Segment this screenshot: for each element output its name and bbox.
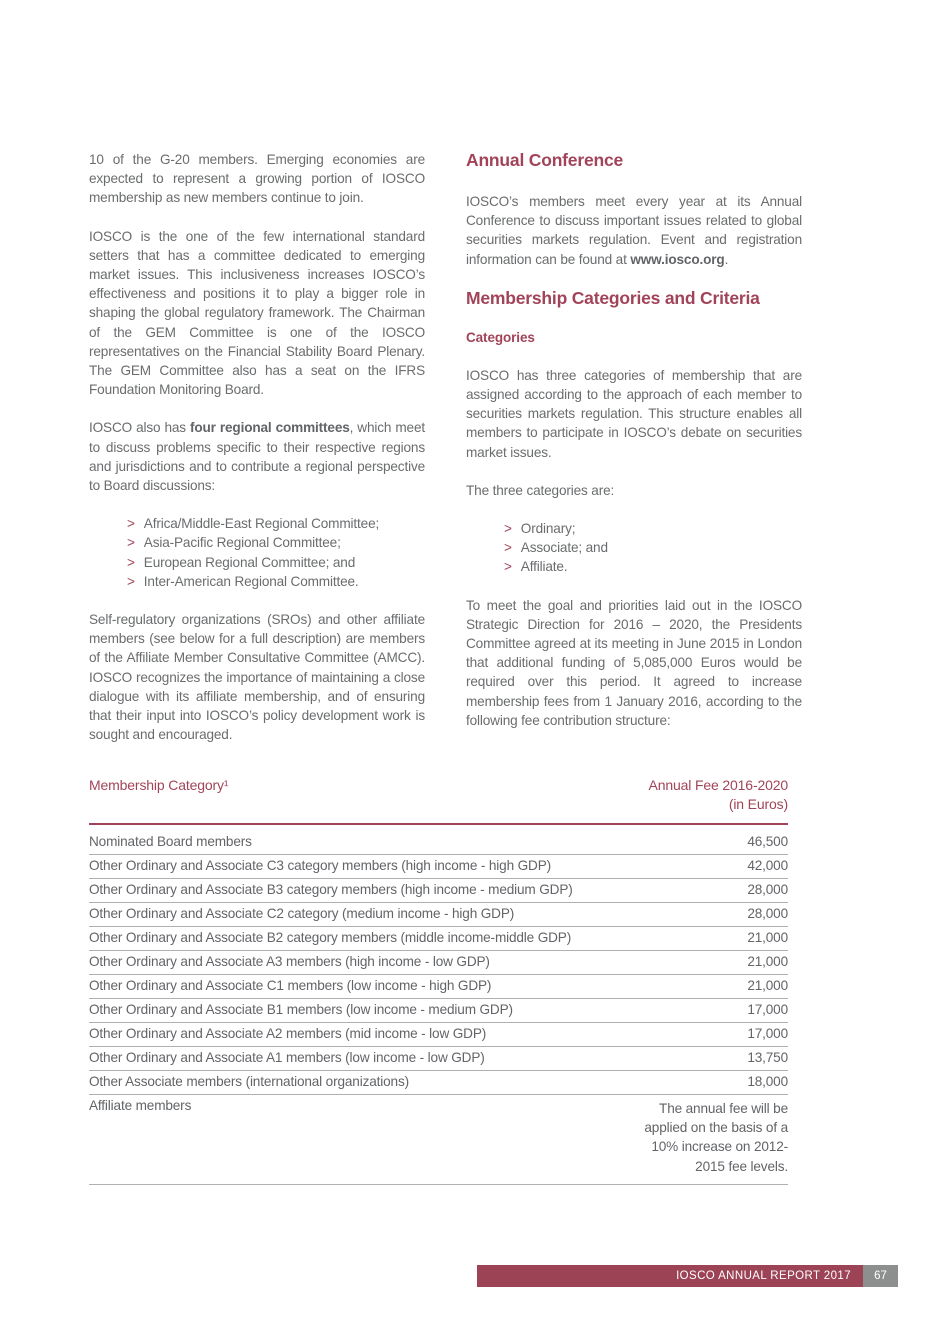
arrow-bullet-icon: > (127, 573, 135, 589)
membership-fee-table-section (89, 776, 788, 1185)
list-item-label: European Regional Committee; and (143, 554, 356, 570)
column-header-membership-category: Membership Category¹ (89, 776, 609, 824)
paragraph-regional-committees-post: , which meet to discuss problems specific to their respective regions and jurisdictions and to contribute a regional perspective to Board discussions: (89, 420, 425, 494)
category-cell: Other Ordinary and Associate C2 category (medium income - high GDP) (89, 903, 609, 927)
arrow-bullet-icon: > (127, 535, 135, 551)
fee-cell: 17,000 (609, 999, 788, 1023)
annual-conference-heading: Annual Conference (466, 150, 624, 170)
list-item-label: Asia-Pacific Regional Committee; (143, 535, 341, 551)
paragraph-annual-conference-pre: IOSCO’s members meet every year at its Annual Conference to discuss important issues related to global securities markets regulation. Event and registration information can be found at (466, 194, 802, 267)
list-item (127, 553, 425, 572)
fee-cell: 42,000 (609, 855, 788, 879)
fee-cell: 28,000 (609, 903, 788, 927)
category-cell: Other Ordinary and Associate C3 category members (high income - high GDP) (89, 855, 609, 879)
fee-cell: 21,000 (609, 927, 788, 951)
list-item-label: Associate; and (520, 540, 608, 556)
table-row (89, 1071, 788, 1095)
fee-cell: 13,750 (609, 1047, 788, 1071)
table-row (89, 1047, 788, 1071)
category-cell: Other Associate members (international organizations) (89, 1071, 609, 1095)
fee-cell: 21,000 (609, 951, 788, 975)
category-cell: Other Ordinary and Associate B1 members (low income - medium GDP) (89, 999, 609, 1023)
affiliate-fee-note: The annual fee will be applied on the basis of a 10% increase on 2012-2015 fee levels. (644, 1101, 788, 1174)
arrow-bullet-icon: > (127, 554, 135, 570)
table-row (89, 927, 788, 951)
table-row (89, 1023, 788, 1047)
list-item-label: Ordinary; (520, 521, 576, 537)
regional-committees-list (89, 514, 425, 591)
table-row (89, 999, 788, 1023)
annual-fee-header-line1: Annual Fee 2016-2020 (648, 777, 788, 793)
list-item-label: Inter-American Regional Committee. (143, 573, 359, 589)
page-footer-bar (477, 1265, 898, 1287)
paragraph-funding: To meet the goal and priorities laid out in the IOSCO Strategic Direction for 2016 – 2020, the Presidents Committee agreed at its meeting in June 2015 in London that additional funding of 5,085,000 Euros would be required over this period. It agreed to increase membership fees from 1 January 2016, according to the following fee contribution structure: (466, 597, 802, 728)
category-cell: Other Ordinary and Associate A3 members (high income - low GDP) (89, 951, 609, 975)
category-cell: Other Ordinary and Associate A1 members (low income - low GDP) (89, 1047, 609, 1071)
page-number: 67 (863, 1265, 898, 1287)
fee-cell: 17,000 (609, 1023, 788, 1047)
membership-categories-heading: Membership Categories and Criteria (466, 287, 760, 308)
list-item (127, 514, 425, 533)
list-item (504, 519, 802, 538)
fee-cell: 21,000 (609, 975, 788, 999)
paragraph-categories-are: The three categories are: (466, 482, 615, 498)
arrow-bullet-icon: > (504, 559, 512, 575)
arrow-bullet-icon: > (504, 521, 512, 537)
table-row (89, 879, 788, 903)
paragraph-three-categories: IOSCO has three categories of membership that are assigned according to the approach of each member to securities markets regulation. This structure enables all members to participate in IOSCO’s debate on securities market issues. (466, 367, 802, 460)
paragraph-regional-committees-pre: IOSCO also has (89, 420, 190, 436)
list-item (127, 533, 425, 552)
arrow-bullet-icon: > (127, 516, 135, 532)
fee-cell: 18,000 (609, 1071, 788, 1095)
table-row (89, 951, 788, 975)
membership-fee-table (89, 776, 788, 1185)
categories-subheading: Categories (466, 329, 535, 345)
table-row-affiliate-members (89, 1095, 788, 1185)
fee-cell: 46,500 (609, 824, 788, 855)
paragraph-annual-conference-post: . (724, 251, 729, 267)
category-cell: Other Ordinary and Associate B3 category members (high income - medium GDP) (89, 879, 609, 903)
table-row (89, 824, 788, 855)
text-columns (89, 150, 803, 763)
paragraph-standard-setters: IOSCO is the one of the few international standard setters that has a committee dedicated to emerging market issues. This inclusiveness increases IOSCO’s effectiveness and positions it to play a bigger role in shaping the global regulatory framework. The Chairman of the GEM Committee is one of the IOSCO representatives on the Financial Stability Board Plenary. The GEM Committee also has a seat on the IFRS Foundation Monitoring Board. (89, 228, 425, 398)
iosco-website-link[interactable]: www.iosco.org (630, 251, 725, 267)
table-row (89, 903, 788, 927)
category-cell: Nominated Board members (89, 824, 609, 855)
right-column (466, 150, 802, 763)
column-header-annual-fee (609, 776, 788, 824)
category-cell: Affiliate members (89, 1095, 609, 1185)
report-title: IOSCO ANNUAL REPORT 2017 (477, 1265, 863, 1287)
table-row (89, 855, 788, 879)
paragraph-regional-committees (89, 418, 425, 495)
paragraph-sro-affiliates: Self-regulatory organizations (SROs) and other affiliate members (see below for a full description) are members of the Affiliate Member Consultative Committee (AMCC). IOSCO recognizes the importance of maintaining a close dialogue with its affiliate membership, and of ensuring that their input into IOSCO’s policy development work is sought and encouraged. (89, 612, 425, 743)
list-item (504, 557, 802, 576)
category-cell: Other Ordinary and Associate A2 members (mid income - low GDP) (89, 1023, 609, 1047)
left-column (89, 150, 425, 763)
arrow-bullet-icon: > (504, 540, 512, 556)
fee-cell: 28,000 (609, 879, 788, 903)
four-regional-committees-bold: four regional committees (190, 420, 350, 436)
membership-category-list (466, 519, 802, 577)
category-cell: Other Ordinary and Associate C1 members (low income - high GDP) (89, 975, 609, 999)
list-item (127, 572, 425, 591)
fee-cell (609, 1095, 788, 1185)
paragraph-annual-conference (466, 192, 802, 269)
annual-fee-header-line2: (in Euros) (728, 796, 788, 812)
list-item (504, 538, 802, 557)
list-item-label: Africa/Middle-East Regional Committee; (143, 516, 380, 532)
fee-table-header (89, 776, 788, 824)
fee-table-header-row (89, 776, 788, 824)
category-cell: Other Ordinary and Associate B2 category members (middle income-middle GDP) (89, 927, 609, 951)
table-row (89, 975, 788, 999)
list-item-label: Affiliate. (520, 559, 568, 575)
paragraph-g20-members: 10 of the G-20 members. Emerging economies are expected to represent a growing portion of IOSCO membership as new members continue to join. (89, 152, 425, 206)
